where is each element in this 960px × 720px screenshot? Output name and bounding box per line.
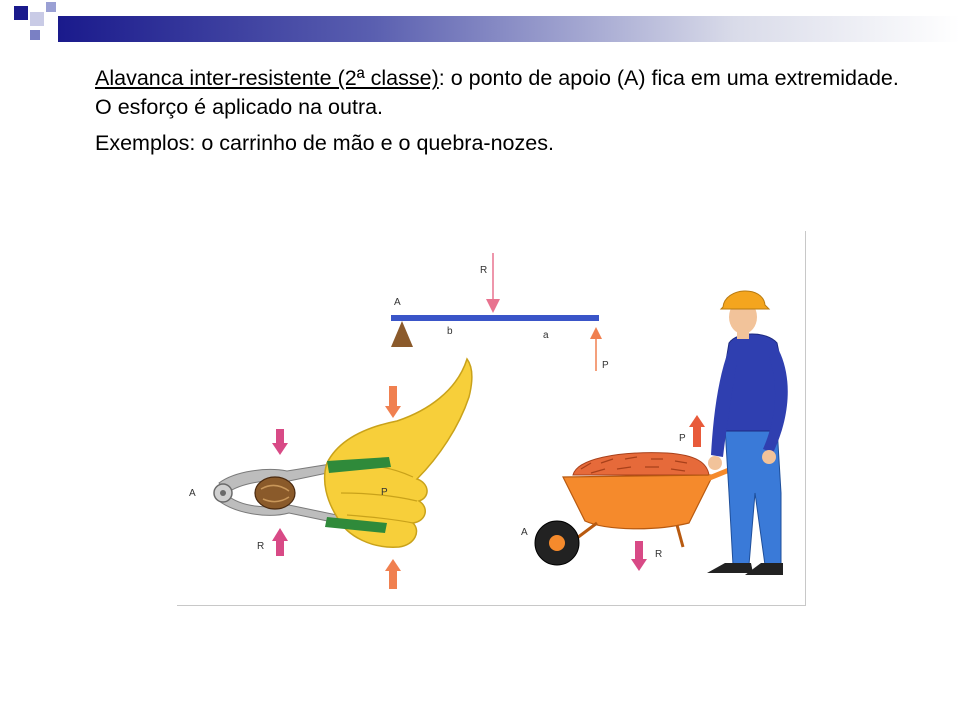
- lever-beam: [391, 315, 599, 321]
- beam-label-a: a: [543, 330, 549, 341]
- wheelbarrow-effort-arrow: [689, 415, 705, 447]
- wheelbarrow-load-arrow: [631, 541, 647, 571]
- beam-label-b: b: [447, 326, 453, 337]
- wheelbarrow-scene: [521, 291, 788, 575]
- beam-diagram: [391, 253, 609, 371]
- lever-illustration-svg: [177, 231, 805, 605]
- walnut: [255, 477, 295, 509]
- wheelbarrow-label-effort: P: [679, 433, 686, 444]
- heading-link[interactable]: Alavanca inter-resistente (2ª classe): [95, 66, 439, 90]
- effort-arrow-head: [590, 327, 602, 339]
- nutcracker-effort-arrow-bottom: [385, 559, 401, 589]
- heading-paragraph: [95, 64, 915, 122]
- wheelbarrow-tub: [563, 475, 713, 529]
- nutcracker-label-effort: P: [381, 487, 388, 498]
- header-square-dark: [14, 6, 28, 20]
- wheelbarrow-label-load: R: [655, 549, 663, 560]
- worker-boot-left: [707, 563, 753, 573]
- header-square-light: [30, 12, 44, 26]
- load-arrow-head: [486, 299, 500, 313]
- nutcracker-scene: [189, 359, 472, 589]
- nutcracker-label-load: R: [257, 541, 265, 552]
- beam-label-load: R: [480, 265, 488, 276]
- slide-text: [95, 64, 915, 165]
- nutcracker-load-arrow-top: [272, 429, 288, 455]
- lever-illustration: [177, 231, 806, 606]
- nutcracker-load-arrow-bottom: [272, 528, 288, 556]
- header-square-mid: [46, 2, 56, 12]
- examples-paragraph: Exemplos: o carrinho de mão e o quebra-nozes.: [95, 131, 554, 155]
- header-gradient-band: [58, 16, 960, 42]
- helmet-icon: [721, 291, 769, 309]
- nutcracker-effort-arrow-top: [385, 386, 401, 418]
- brick-load: [573, 453, 709, 475]
- worker: [707, 291, 788, 575]
- fulcrum-triangle: [391, 321, 413, 347]
- header-square-small: [30, 30, 40, 40]
- heading-description: : o ponto de apoio (A) fica em uma extremidade. O esforço é aplicado na outra.: [95, 66, 899, 119]
- beam-label-effort: P: [602, 360, 609, 371]
- beam-label-fulcrum: A: [394, 297, 401, 308]
- wheelbarrow-label-fulcrum: A: [521, 527, 528, 538]
- header-decoration: [0, 0, 960, 50]
- nutcracker-label-fulcrum: A: [189, 488, 196, 499]
